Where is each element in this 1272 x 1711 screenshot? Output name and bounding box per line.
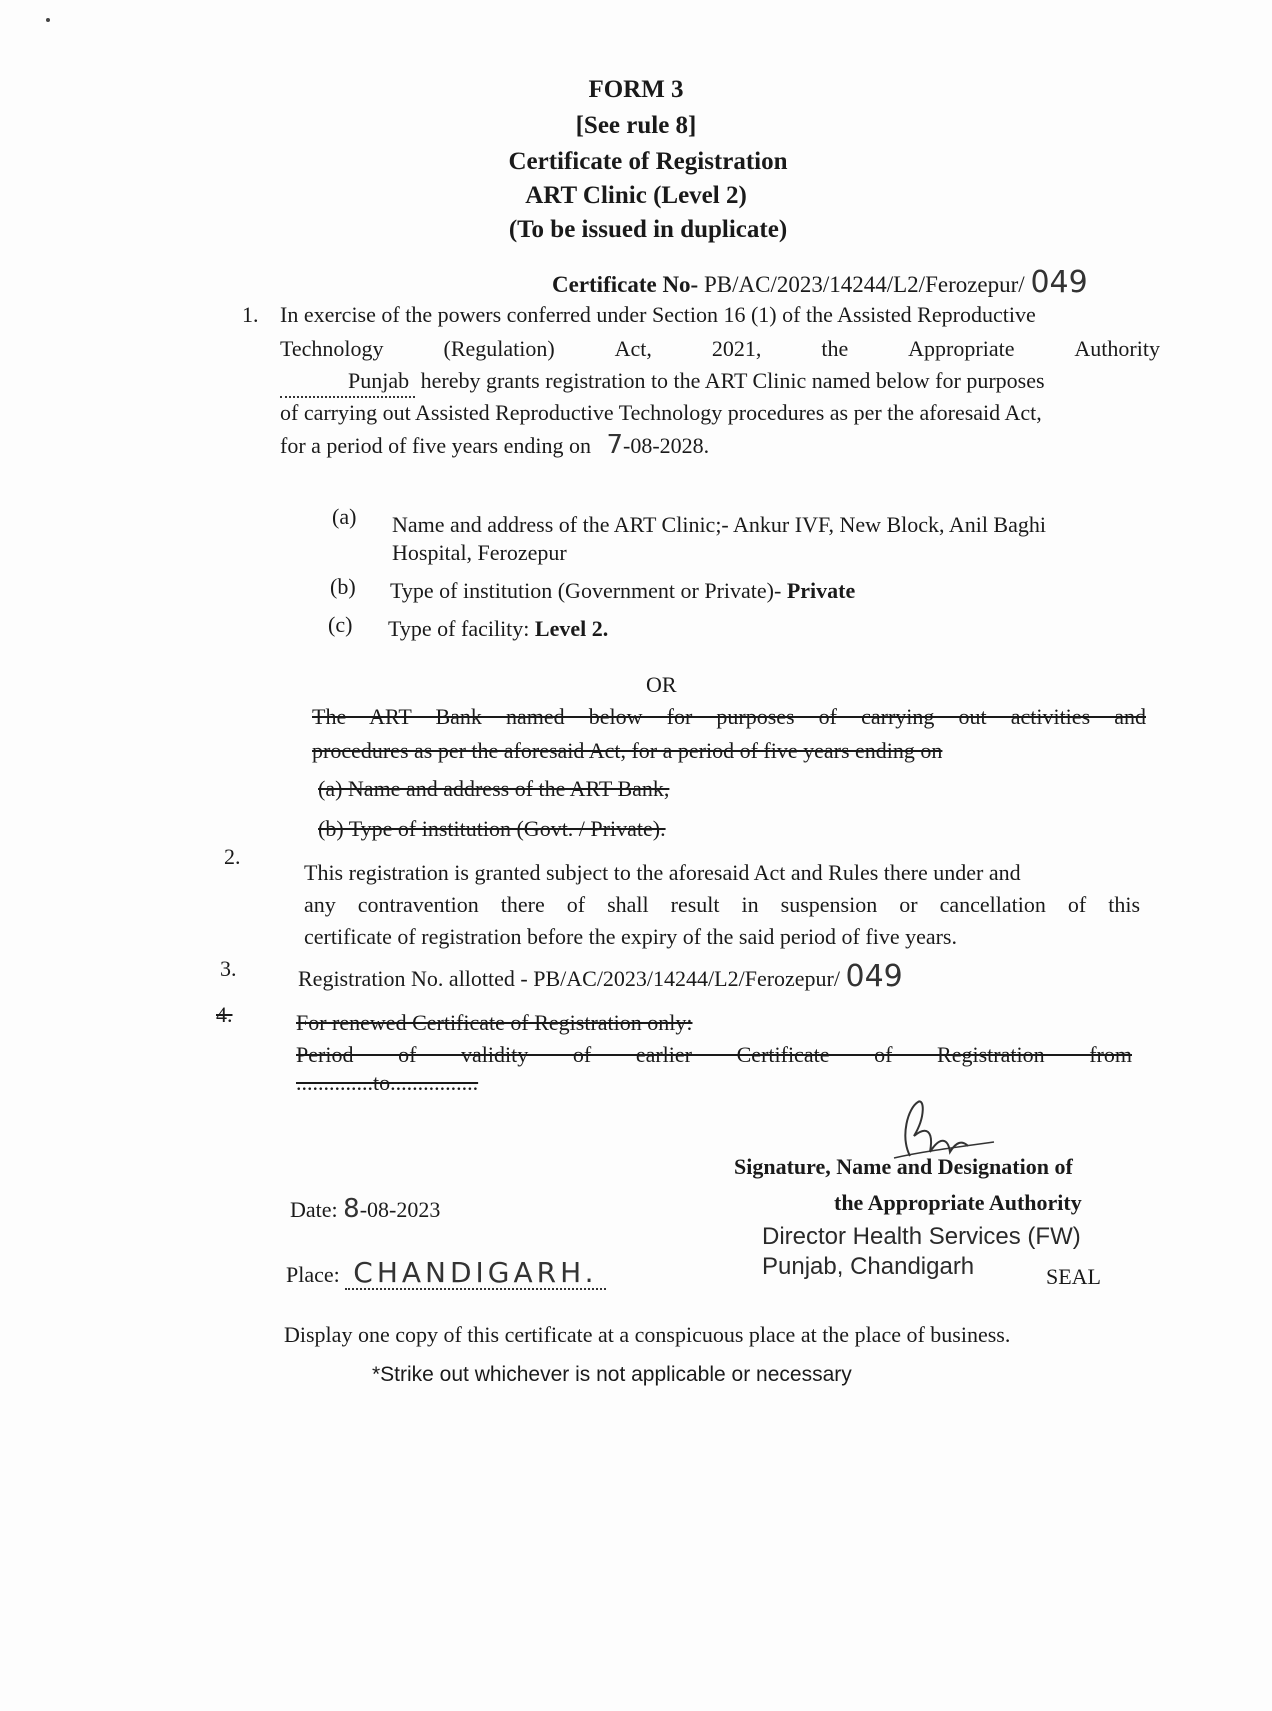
item-b-label: (b) [330, 574, 356, 599]
word: 2021, [711, 336, 762, 361]
clause-1-line-4: of carrying out Assisted Reproductive Technology procedures as per the aforesaid Act, [280, 400, 1042, 425]
word: the [821, 336, 849, 361]
word: Technology [280, 336, 384, 361]
clause-4-line-2: Period of validity of earlier Certificate of Registration from [296, 1042, 1132, 1067]
clause-3-number: 3. [220, 956, 237, 981]
form-number: FORM 3 [588, 76, 684, 103]
word: Act, [614, 336, 652, 361]
certificate-number: PB/AC/2023/14244/L2/Ferozepur/ [703, 272, 1025, 297]
issue-note: (To be issued in duplicate) [508, 216, 788, 243]
rule-reference: [See rule 8] [575, 112, 697, 139]
item-a-text-2: Hospital, Ferozepur [392, 540, 567, 565]
date-line [290, 1194, 440, 1225]
certificate-title: Certificate of Registration [508, 148, 788, 175]
item-c-text: Type of facility: [388, 616, 530, 641]
item-a-text: Name and address of the ART Clinic;- Ankur IVF, New Block, Anil Baghi [392, 512, 1046, 537]
item-a-label: (a) [332, 504, 357, 529]
scan-speck [46, 18, 50, 22]
place-label: Place: [286, 1262, 340, 1287]
stamp-designation: Director Health Services (FW) [762, 1223, 1081, 1250]
clause-2-line-2: any contravention there of shall result in suspension or cancellation of this [304, 892, 1140, 917]
clause-1-line-2 [280, 334, 1160, 364]
facility-level-value: Level 2. [534, 616, 609, 641]
clause-2-number: 2. [224, 844, 241, 869]
clause-2-line-3: certificate of registration before the expiry of the said period of five years. [304, 924, 957, 949]
item-b-line [390, 576, 855, 606]
word: Appropriate [908, 336, 1015, 361]
strike-out-note: *Strike out whichever is not applicable or necessary [372, 1363, 852, 1386]
certificate-number-line [552, 265, 1088, 300]
certificate-number-label: Certificate No- [552, 272, 699, 297]
handwritten-place: CHANDIGARH. [345, 1258, 605, 1290]
clause-1-line-3 [280, 366, 1160, 398]
clause-1-number: 1. [242, 302, 259, 327]
clause-1-line-3-text: hereby grants registration to the ART Clinic named below for purposes [420, 368, 1045, 393]
item-b-text: Type of institution (Government or Private)- [390, 578, 782, 603]
item-c-label: (c) [328, 612, 353, 637]
registration-number-text: Registration No. allotted - PB/AC/2023/14244/L2/Ferozepur/ [298, 966, 840, 991]
display-instruction: Display one copy of this certificate at a conspicuous place at the place of business. [284, 1322, 1011, 1347]
handwritten-expiry-day: 7 [606, 430, 623, 460]
signature-line-2: the Appropriate Authority [834, 1190, 1082, 1215]
struck-bank-item-b: (b) Type of institution (Govt. / Private). [318, 816, 666, 841]
handwritten-date-day: 8 [343, 1194, 360, 1224]
place-line [286, 1258, 606, 1290]
struck-bank-item-a: (a) Name and address of the ART Bank, [318, 776, 670, 801]
state-name: Punjab [280, 366, 415, 398]
clause-3-line [298, 959, 903, 994]
handwritten-registration-suffix: 049 [845, 959, 903, 994]
clinic-level-heading: ART Clinic (Level 2) [525, 182, 747, 209]
stamp-location: Punjab, Chandigarh [762, 1253, 975, 1280]
word: Authority [1074, 336, 1160, 361]
expiry-date-rest: -08-2028. [623, 433, 710, 458]
struck-bank-line-1: The ART Bank named below for purposes of carrying out activities and [312, 704, 1146, 729]
clause-4-number: 4. [216, 1002, 233, 1027]
clause-4-line-1: For renewed Certificate of Registration only: [296, 1010, 693, 1035]
period-text: for a period of five years ending on [280, 433, 591, 458]
clause-4-line-3: ..............to................ [296, 1070, 479, 1095]
word: (Regulation) [443, 336, 555, 361]
clause-2-line-1: This registration is granted subject to the aforesaid Act and Rules there under and [304, 860, 1021, 885]
signature-line-1: Signature, Name and Designation of [734, 1154, 1073, 1179]
handwritten-certificate-suffix: 049 [1030, 265, 1088, 300]
or-separator: OR [646, 672, 677, 697]
item-c-line [388, 614, 608, 644]
institution-type-value: Private [786, 578, 856, 603]
struck-bank-line-2: procedures as per the aforesaid Act, for a period of five years ending on [312, 738, 943, 763]
clause-1-line-1: In exercise of the powers conferred under Section 16 (1) of the Assisted Reproductive [280, 302, 1036, 327]
clause-1-line-5 [280, 430, 709, 461]
seal-label: SEAL [1046, 1264, 1101, 1289]
date-rest: -08-2023 [359, 1197, 441, 1222]
date-label: Date: [290, 1197, 338, 1222]
